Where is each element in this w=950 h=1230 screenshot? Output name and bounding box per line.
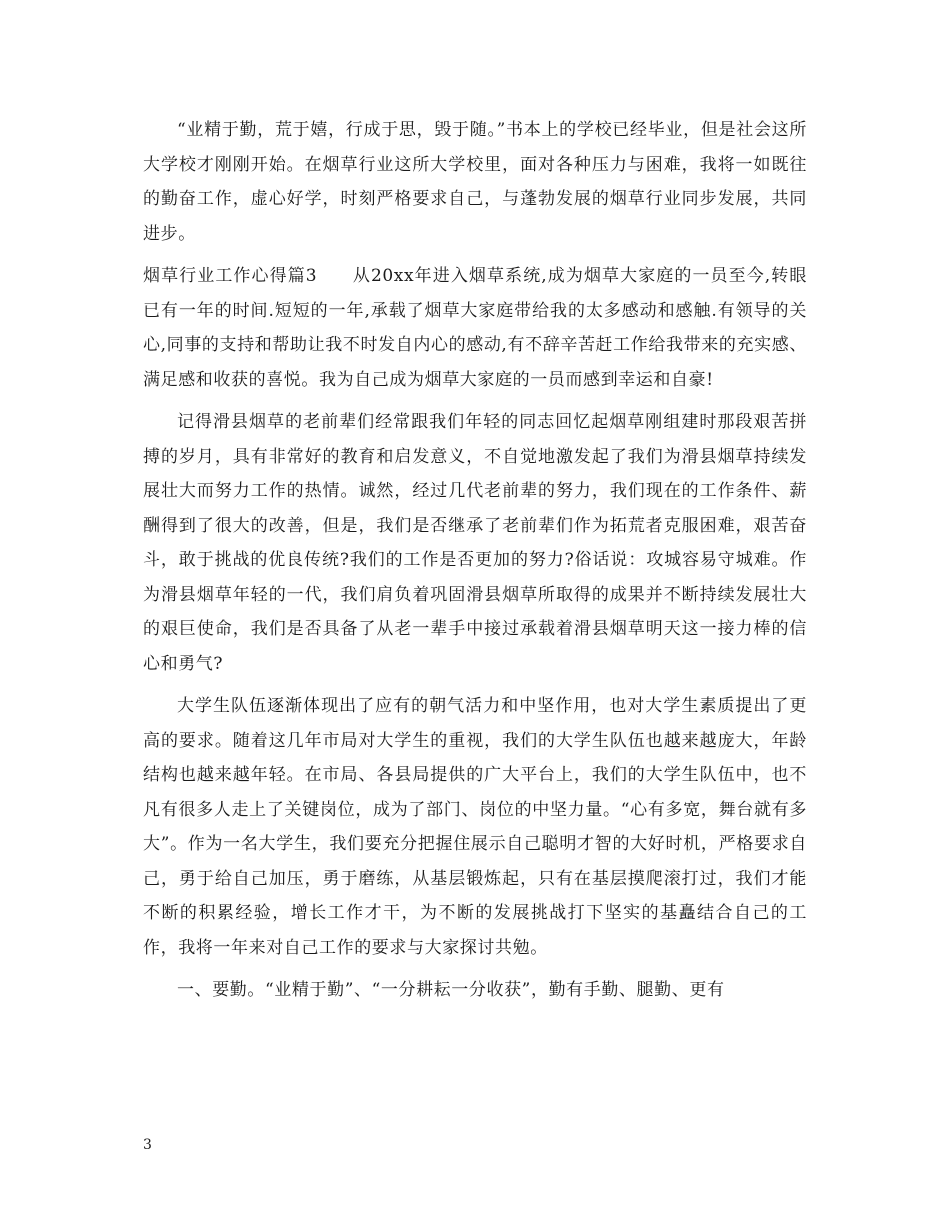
paragraph-4: 大学生队伍逐渐体现出了应有的朝气活力和中坚作用，也对大学生素质提出了更高的要求。随着这几年市局对大学生的重视，我们的大学生队伍也越来越庞大，年龄结构也越来越年轻。在市局、各县局提供的广大平台上，我们的大学生队伍中，也不凡有很多人走上了关键岗位，成为了部门、岗位的中坚力量。“心有多宽，舞台就有多大”。作为一名大学生，我们要充分把握住展示自己聪明才智的大好时机，严格要求自己，勇于给自己加压，勇于磨练，从基层锻炼起，只有在基层摸爬滚打过，我们才能不断的积累经验，增长工作才干，为不断的发展挑战打下坚实的基矗结合自己的工作，我将一年来对自己工作的要求与大家探讨共勉。 [143,696,807,958]
section-heading: 烟草行业工作心得篇3 [143,266,318,286]
paragraph-2 [143,259,807,397]
paragraph-5: 一、要勤。“业精于勤”、“一分耕耘一分收获”，勤有手勤、腿勤、更有 [177,980,725,1000]
document-body [143,113,807,1016]
heading-gap [317,266,352,286]
paragraph-3: 记得滑县烟草的老前辈们经常跟我们年轻的同志回忆起烟草刚组建时那段艰苦拼搏的岁月，具有非常好的教育和启发意义，不自觉地激发起了我们为滑县烟草持续发展壮大而努力工作的热情。诚然，经过几代老前辈的努力，我们现在的工作条件、薪酬得到了很大的改善，但是，我们是否继承了老前辈们作为拓荒者克服困难，艰苦奋斗，敢于挑战的优良传统?我们的工作是否更加的努力?俗话说：攻城容易守城难。作为滑县烟草年轻的一代，我们肩负着巩固滑县烟草所取得的成果并不断持续发展壮大的艰巨使命，我们是否具备了从老一辈手中接过承载着滑县烟草明天这一接力棒的信心和勇气? [143,412,807,674]
paragraph-2-text: 从20xx年进入烟草系统,成为烟草大家庭的一员至今,转眼已有一年的时间.短短的一年,承载了烟草大家庭带给我的太多感动和感触.有领导的关心,同事的支持和帮助让我不时发自内心的感动,有不辞辛苦赶工作给我带来的充实感、满足感和收获的喜悦。我为自己成为烟草大家庭的一员而感到幸运和自豪! [143,266,807,390]
paragraph-1: “业精于勤，荒于嬉，行成于思，毁于随。”书本上的学校已经毕业，但是社会这所大学校才刚刚开始。在烟草行业这所大学校里，面对各种压力与困难，我将一如既往的勤奋工作，虚心好学，时刻严格要求自己，与蓬勃发展的烟草行业同步发展，共同进步。 [143,120,807,244]
page-number: 3 [143,1137,152,1153]
